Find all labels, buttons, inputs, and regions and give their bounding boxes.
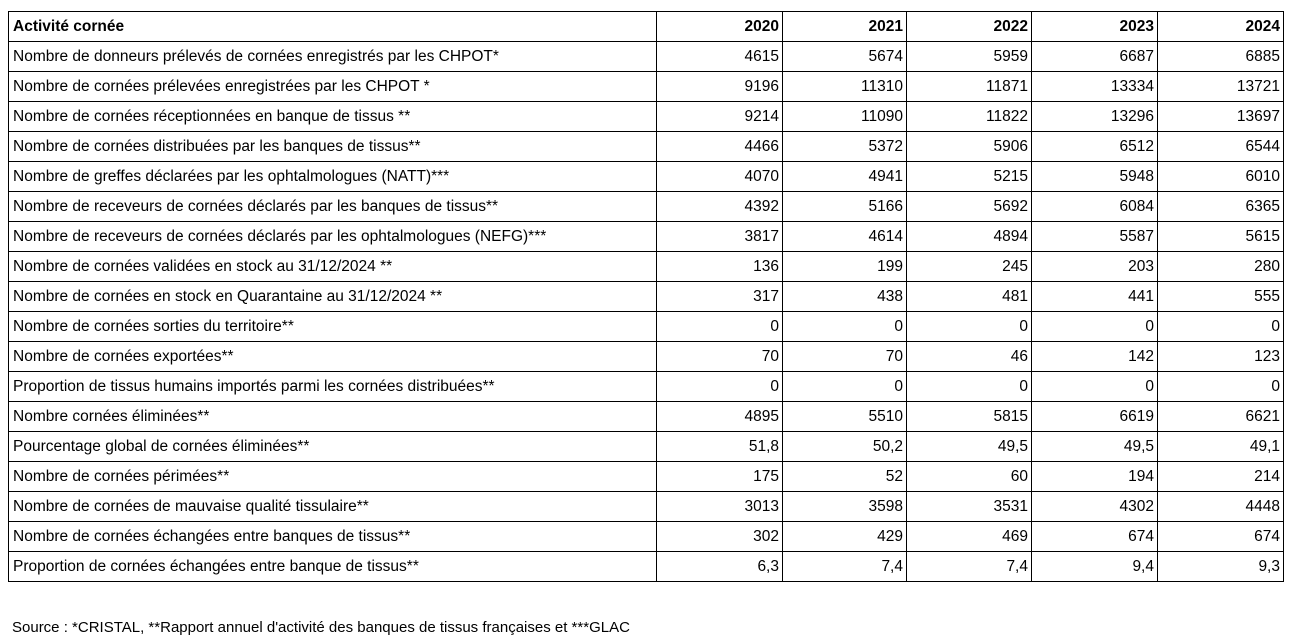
cell-2023: 13334 [1032,72,1158,102]
table-row [9,402,1284,432]
cell-2024: 674 [1158,522,1284,552]
header-year-2023: 2023 [1032,12,1158,42]
cell-2022: 0 [907,312,1032,342]
cell-2020: 0 [657,312,783,342]
cell-2023: 6619 [1032,402,1158,432]
table-row [9,192,1284,222]
cell-2020: 4466 [657,132,783,162]
cell-2020: 136 [657,252,783,282]
cell-2024: 6010 [1158,162,1284,192]
cell-2020: 175 [657,462,783,492]
cell-2020: 3817 [657,222,783,252]
cell-2022: 49,5 [907,432,1032,462]
cell-2023: 4302 [1032,492,1158,522]
cell-2022: 245 [907,252,1032,282]
cell-2021: 5166 [783,192,907,222]
table-row [9,102,1284,132]
table-row [9,132,1284,162]
cell-2020: 4895 [657,402,783,432]
cell-2020: 4070 [657,162,783,192]
cell-2024: 5615 [1158,222,1284,252]
table-row [9,462,1284,492]
cell-2024: 6544 [1158,132,1284,162]
row-label: Nombre de cornées prélevées enregistrées par les CHPOT * [9,72,657,102]
cell-2022: 7,4 [907,552,1032,582]
cell-2021: 199 [783,252,907,282]
cell-2021: 50,2 [783,432,907,462]
table-row [9,42,1284,72]
cell-2023: 203 [1032,252,1158,282]
row-label: Nombre de greffes déclarées par les ophtalmologues (NATT)*** [9,162,657,192]
table-row [9,522,1284,552]
cell-2023: 0 [1032,312,1158,342]
row-label: Nombre de cornées échangées entre banques de tissus** [9,522,657,552]
cell-2023: 5948 [1032,162,1158,192]
cell-2022: 5906 [907,132,1032,162]
table-header-row [9,12,1284,42]
cell-2021: 11310 [783,72,907,102]
cell-2021: 11090 [783,102,907,132]
cell-2020: 70 [657,342,783,372]
cell-2021: 5510 [783,402,907,432]
cell-2023: 9,4 [1032,552,1158,582]
table-row [9,72,1284,102]
cell-2022: 11822 [907,102,1032,132]
cell-2023: 5587 [1032,222,1158,252]
cell-2020: 4615 [657,42,783,72]
cell-2022: 46 [907,342,1032,372]
cell-2022: 60 [907,462,1032,492]
cell-2023: 6687 [1032,42,1158,72]
cell-2024: 13697 [1158,102,1284,132]
cell-2020: 6,3 [657,552,783,582]
row-label: Nombre de cornées distribuées par les banques de tissus** [9,132,657,162]
row-label: Nombre de cornées périmées** [9,462,657,492]
cell-2020: 0 [657,372,783,402]
row-label: Nombre cornées éliminées** [9,402,657,432]
cell-2024: 555 [1158,282,1284,312]
cell-2022: 0 [907,372,1032,402]
cell-2023: 49,5 [1032,432,1158,462]
cell-2023: 13296 [1032,102,1158,132]
cell-2020: 51,8 [657,432,783,462]
row-label: Nombre de cornées en stock en Quarantaine au 31/12/2024 ** [9,282,657,312]
row-label: Nombre de donneurs prélevés de cornées enregistrés par les CHPOT* [9,42,657,72]
cell-2021: 0 [783,312,907,342]
cell-2023: 0 [1032,372,1158,402]
row-label: Proportion de cornées échangées entre banque de tissus** [9,552,657,582]
cell-2021: 70 [783,342,907,372]
table-row [9,312,1284,342]
cell-2023: 194 [1032,462,1158,492]
cell-2021: 5674 [783,42,907,72]
cell-2022: 5215 [907,162,1032,192]
cell-2024: 0 [1158,312,1284,342]
cell-2022: 469 [907,522,1032,552]
cell-2020: 317 [657,282,783,312]
cell-2021: 5372 [783,132,907,162]
cell-2021: 7,4 [783,552,907,582]
table-row [9,222,1284,252]
table-row [9,282,1284,312]
header-year-2020: 2020 [657,12,783,42]
cell-2024: 13721 [1158,72,1284,102]
cell-2022: 5815 [907,402,1032,432]
row-label: Nombre de cornées de mauvaise qualité tissulaire** [9,492,657,522]
table-row [9,492,1284,522]
cell-2023: 441 [1032,282,1158,312]
table-row [9,372,1284,402]
cell-2024: 6365 [1158,192,1284,222]
cell-2022: 5959 [907,42,1032,72]
cornea-activity-table [8,11,1284,582]
cell-2024: 4448 [1158,492,1284,522]
cell-2023: 142 [1032,342,1158,372]
table-body [9,42,1284,582]
cell-2020: 9214 [657,102,783,132]
cell-2023: 6084 [1032,192,1158,222]
row-label: Nombre de receveurs de cornées déclarés par les ophtalmologues (NEFG)*** [9,222,657,252]
table-row [9,552,1284,582]
cell-2022: 3531 [907,492,1032,522]
cell-2024: 49,1 [1158,432,1284,462]
cell-2023: 674 [1032,522,1158,552]
cell-2022: 5692 [907,192,1032,222]
cell-2024: 280 [1158,252,1284,282]
cell-2020: 302 [657,522,783,552]
table-row [9,432,1284,462]
cell-2020: 9196 [657,72,783,102]
header-year-2024: 2024 [1158,12,1284,42]
cell-2021: 52 [783,462,907,492]
cell-2022: 11871 [907,72,1032,102]
row-label: Nombre de cornées exportées** [9,342,657,372]
cell-2021: 0 [783,372,907,402]
cell-2023: 6512 [1032,132,1158,162]
table-row [9,162,1284,192]
cell-2020: 4392 [657,192,783,222]
cell-2024: 6621 [1158,402,1284,432]
row-label: Nombre de cornées validées en stock au 31/12/2024 ** [9,252,657,282]
row-label: Proportion de tissus humains importés parmi les cornées distribuées** [9,372,657,402]
cell-2022: 481 [907,282,1032,312]
table-row [9,252,1284,282]
cell-2021: 4614 [783,222,907,252]
cell-2022: 4894 [907,222,1032,252]
cell-2021: 438 [783,282,907,312]
table-row [9,342,1284,372]
source-note: Source : *CRISTAL, **Rapport annuel d'activité des banques de tissus françaises et ***GLAC [12,619,630,636]
cell-2021: 3598 [783,492,907,522]
row-label: Pourcentage global de cornées éliminées** [9,432,657,462]
cell-2021: 429 [783,522,907,552]
row-label: Nombre de cornées réceptionnées en banque de tissus ** [9,102,657,132]
cell-2024: 9,3 [1158,552,1284,582]
header-year-2022: 2022 [907,12,1032,42]
cell-2024: 214 [1158,462,1284,492]
header-year-2021: 2021 [783,12,907,42]
cell-2021: 4941 [783,162,907,192]
cell-2020: 3013 [657,492,783,522]
cell-2024: 6885 [1158,42,1284,72]
row-label: Nombre de cornées sorties du territoire** [9,312,657,342]
header-label: Activité cornée [9,12,657,42]
cell-2024: 0 [1158,372,1284,402]
row-label: Nombre de receveurs de cornées déclarés par les banques de tissus** [9,192,657,222]
cell-2024: 123 [1158,342,1284,372]
